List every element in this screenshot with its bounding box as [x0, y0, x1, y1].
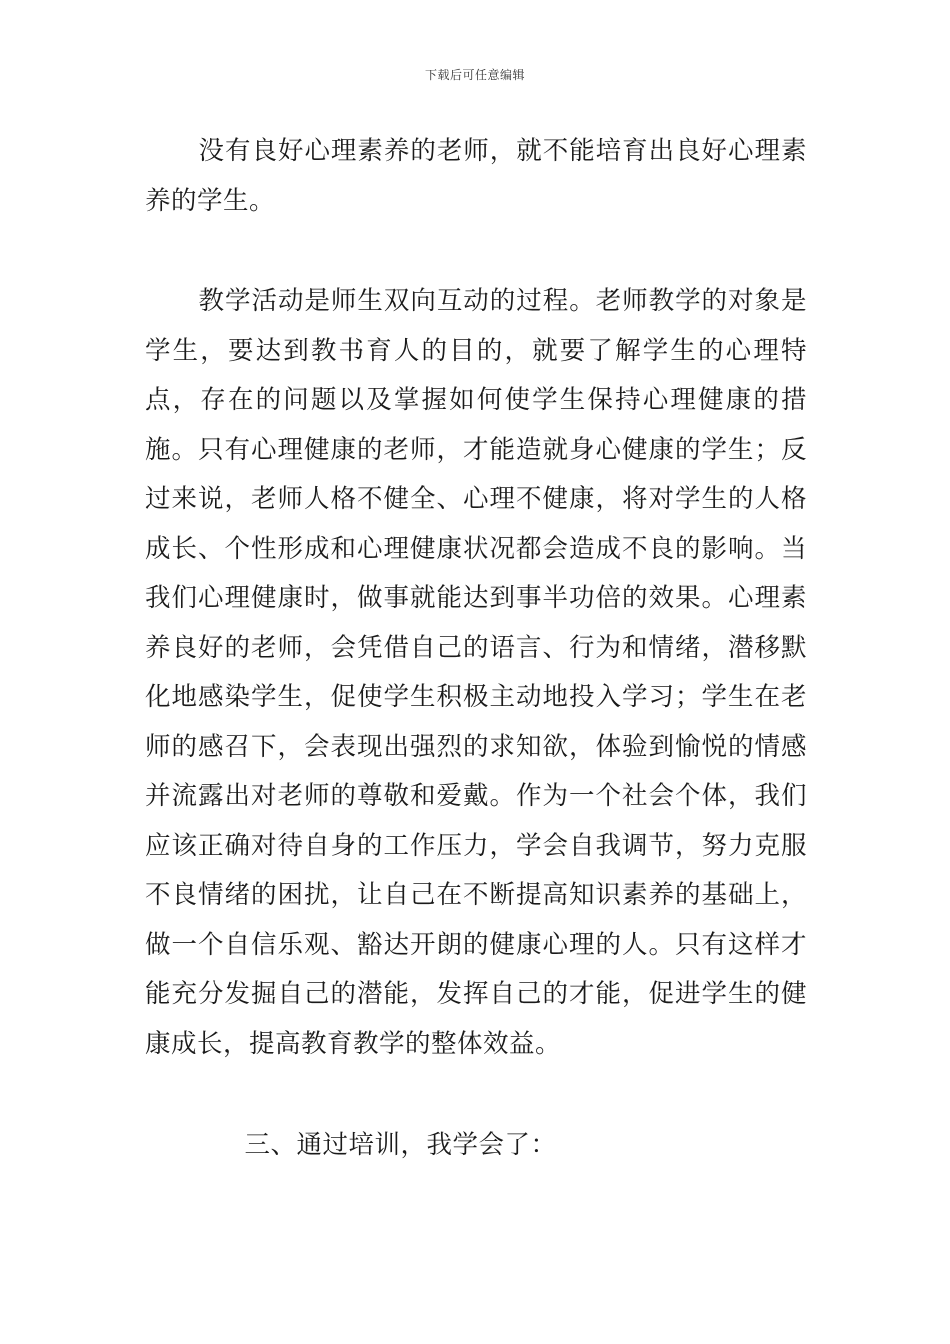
- section-heading: 三、通过培训，我学会了：: [244, 1130, 557, 1160]
- body-paragraph-1: 没有良好心理素养的老师，就不能培育出良好心理素养的学生。: [145, 136, 807, 216]
- page-header: 下载后可任意编辑: [424, 68, 525, 82]
- body-paragraph-2: 教学活动是师生双向互动的过程。老师教学的对象是学生，要达到教书育人的目的，就要了解学生的心理特点，存在的问题以及掌握如何使学生保持心理健康的措施。只有心理健康的老师，才能造就身心健康的学生；反过来说，老师人格不健全、心理不健康，将对学生的人格成长、个性形成和心理健康状况都会造成不良的影响。当我们心理健康时，做事就能达到事半功倍的效果。心理素养良好的老师，会凭借自己的语言、行为和情绪，潜移默化地感染学生，促使学生积极主动地投入学习；学生在老师的感召下，会表现出强烈的求知欲，体验到愉悦的情感并流露出对老师的尊敬和爱戴。作为一个社会个体，我们应该正确对待自身的工作压力，学会自我调节，努力克服不良情绪的困扰，让自己在不断提高知识素养的基础上，做一个自信乐观、豁达开朗的健康心理的人。只有这样才能充分发掘自己的潜能，发挥自己的才能，促进学生的健康成长，提高教育教学的整体效益。: [145, 286, 807, 1059]
